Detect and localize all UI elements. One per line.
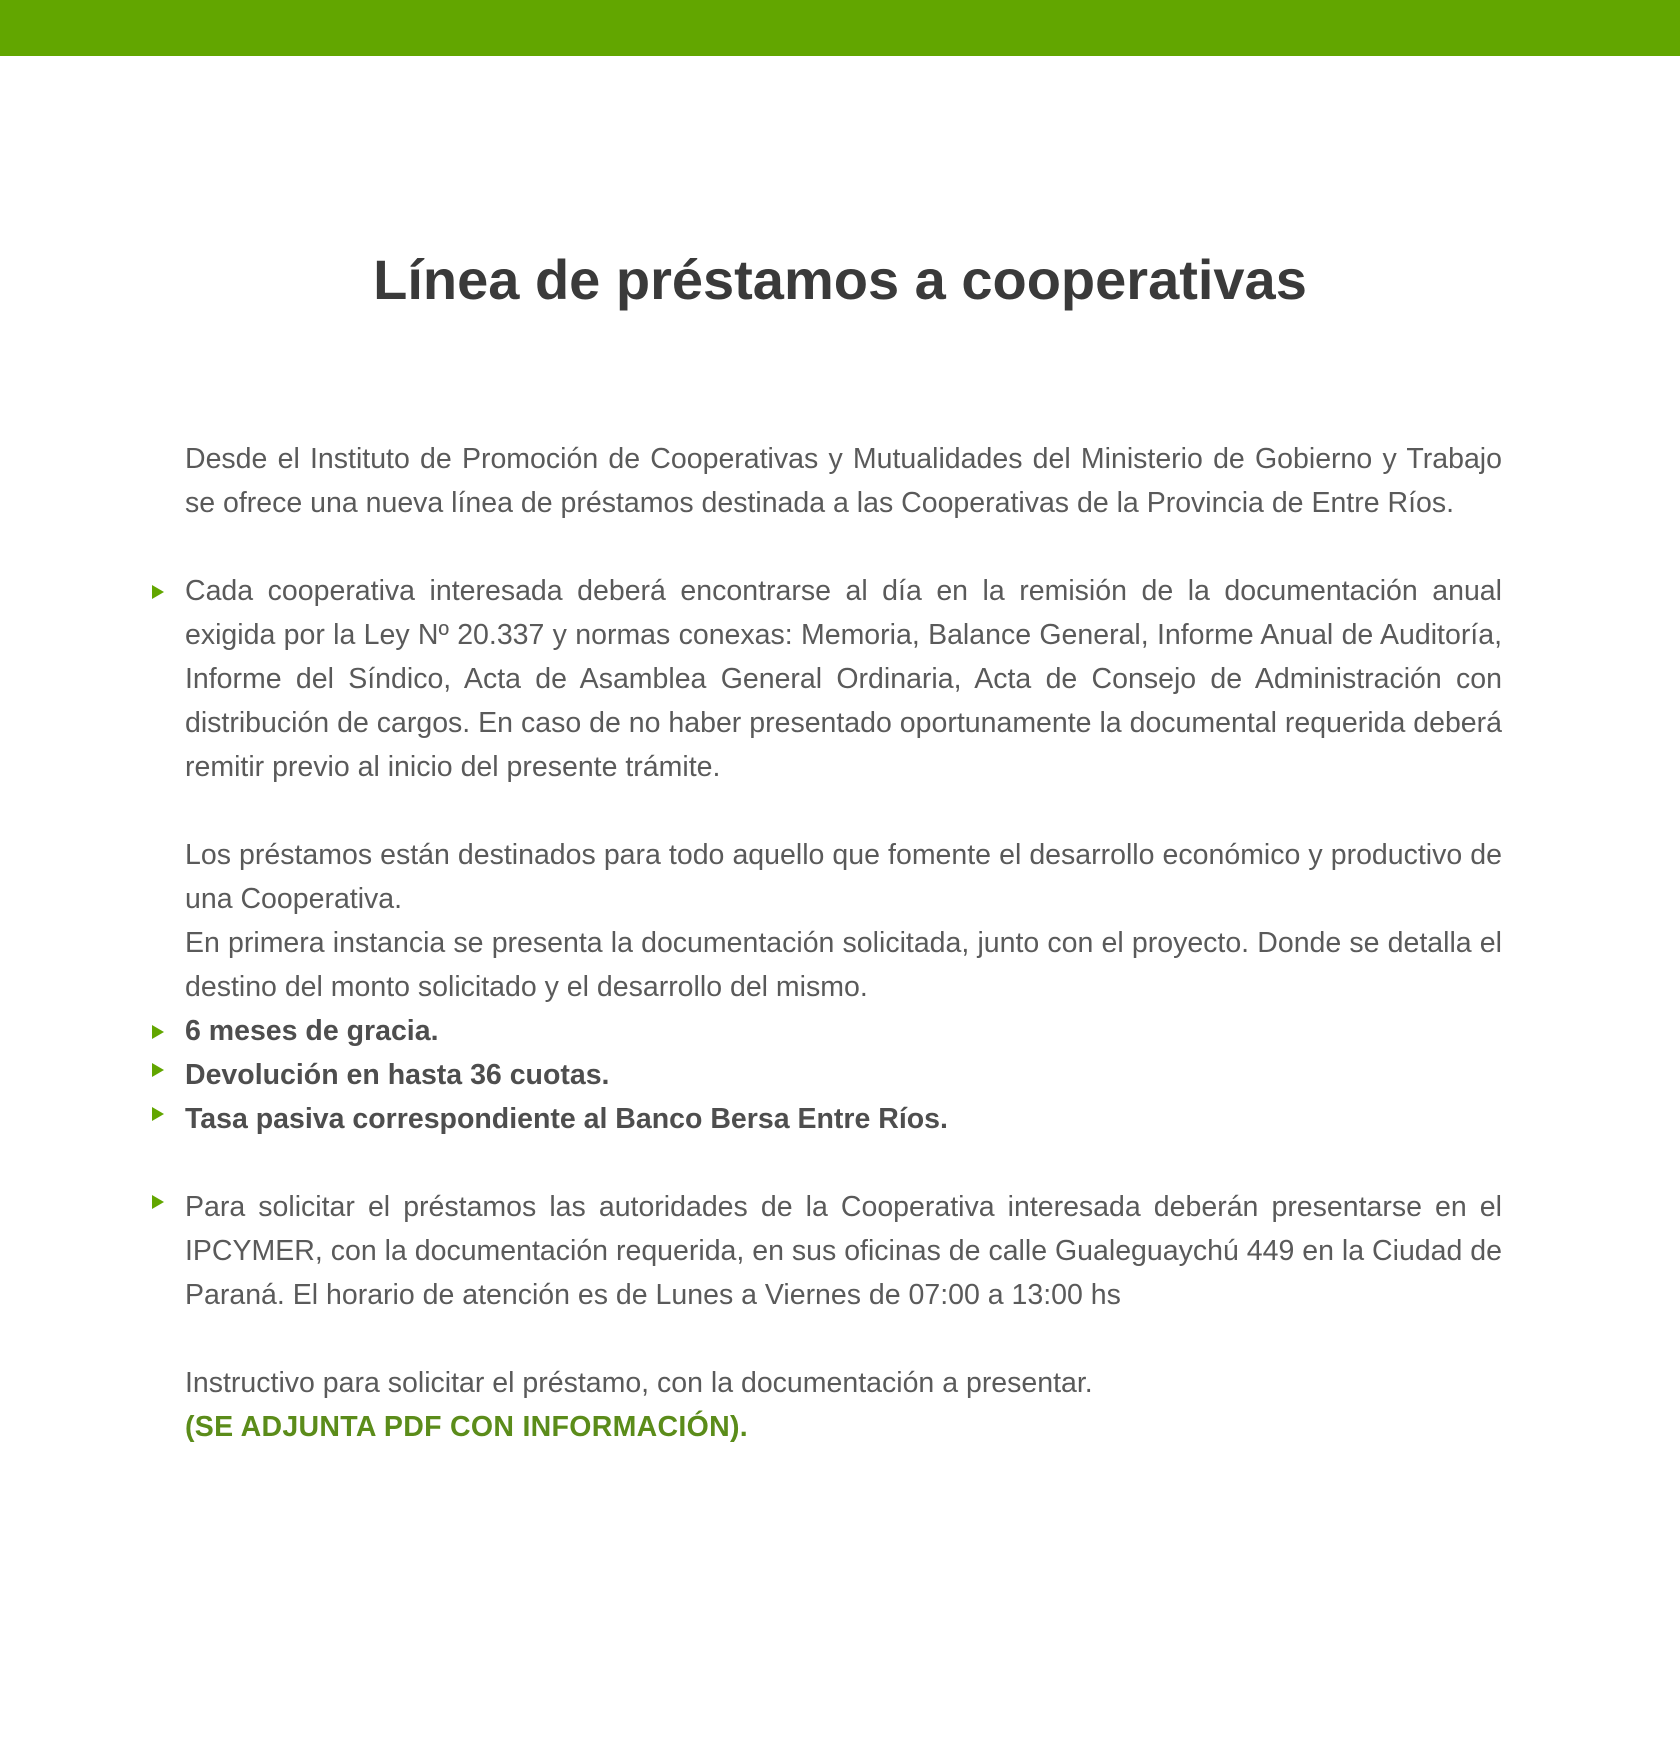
application-paragraph: Para solicitar el préstamos las autoridades de la Cooperativa interesada deberán presentarse en el IPCYMER, con la documentación requerida, en sus oficinas de calle Gualeguaychú 449 en la Ciudad de Paraná. El horario de atención es de Lunes a Viernes de 07:00 a 13:00 hs [185, 1191, 1502, 1311]
application-item [185, 1185, 1502, 1317]
requirement-paragraph: Cada cooperativa interesada deberá encontrarse al día en la remisión de la documentación anual exigida por la Ley Nº 20.337 y normas conexas: Memoria, Balance General, Informe Anual de Auditoría, Informe del Síndico, Acta de Asamblea General Ordinaria, Acta de Consejo de Administración con distribución de cargos. En caso de no haber presentado oportunamente la documental requerida deberá remitir previo al inicio del presente trámite. [185, 575, 1502, 783]
document-body [185, 437, 1502, 1449]
triangle-bullet-icon [149, 1185, 169, 1229]
instructions-text: Instructivo para solicitar el préstamo, con la documentación a presentar. [185, 1367, 1093, 1399]
condition-item [185, 1097, 1502, 1141]
purpose-paragraph: Los préstamos están destinados para todo aquello que fomente el desarrollo económico y productivo de una Cooperativa. [185, 839, 1502, 915]
triangle-bullet-icon [149, 569, 169, 613]
intro-paragraph: Desde el Instituto de Promoción de Cooperativas y Mutualidades del Ministerio de Gobierno y Trabajo se ofrece una nueva línea de préstamos destinada a las Cooperativas de la Provincia de Entre Ríos. [185, 443, 1502, 519]
condition-text: 6 meses de gracia. [185, 1015, 439, 1047]
condition-text: Devolución en hasta 36 cuotas. [185, 1059, 610, 1091]
requirement-item [185, 569, 1502, 789]
spacer [185, 1317, 1502, 1361]
page-title: Línea de préstamos a cooperativas [373, 248, 1307, 311]
spacer [185, 1141, 1502, 1185]
spacer [185, 789, 1502, 833]
triangle-bullet-icon [149, 1009, 169, 1053]
triangle-bullet-icon [149, 1097, 169, 1141]
top-accent-bar [0, 0, 1680, 56]
condition-item [185, 1053, 1502, 1097]
spacer [185, 525, 1502, 569]
triangle-bullet-icon [149, 1053, 169, 1097]
attachment-link[interactable]: (SE ADJUNTA PDF CON INFORMACIÓN). [185, 1411, 748, 1443]
condition-text: Tasa pasiva correspondiente al Banco Bersa Entre Ríos. [185, 1103, 948, 1135]
process-paragraph: En primera instancia se presenta la documentación solicitada, junto con el proyecto. Donde se detalla el destino del monto solicitado y el desarrollo del mismo. [185, 927, 1502, 1003]
condition-item [185, 1009, 1502, 1053]
